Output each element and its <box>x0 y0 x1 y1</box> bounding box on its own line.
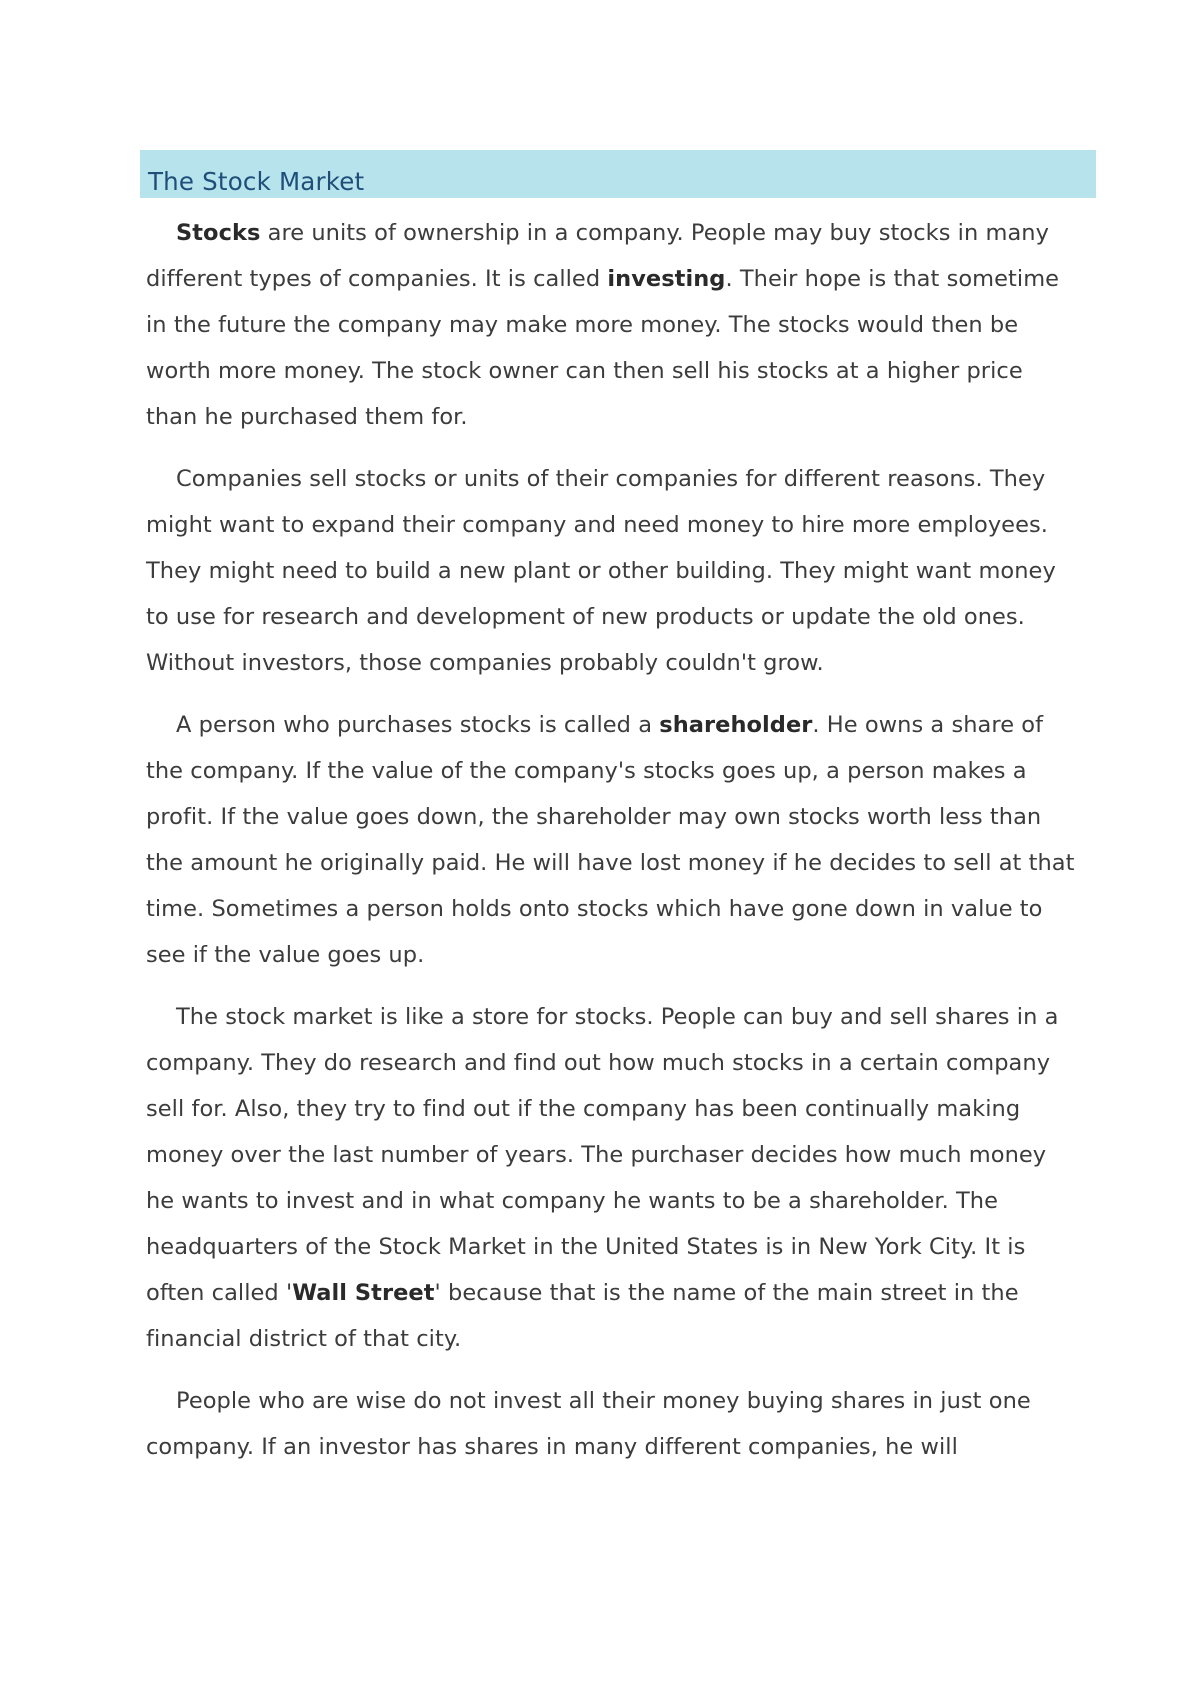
paragraph-3-text-b: . He owns a share of the company. If the value of the company's stocks goes up, a person makes a profit. If the value goes down, the shareholder may own stocks worth less than the amount he originally paid. He will have lost money if he decides to sell at that time. Sometimes a person holds onto stocks which have gone down in value to see if the value goes up. <box>146 712 1075 968</box>
paragraph-5-text: People who are wise do not invest all their money buying shares in just one company. If an investor has shares in many different companies, he will <box>146 1388 1031 1460</box>
paragraph-4-text-b: ' because that is the name of the main street in the financial district of that city. <box>146 1280 1019 1352</box>
paragraph-4 <box>146 994 1076 1362</box>
paragraph-3-text-a: A person who purchases stocks is called a <box>176 712 660 738</box>
paragraph-1-text-b: . Their hope is that sometime in the future the company may make more money. The stocks would then be worth more money. The stock owner can then sell his stocks at a higher price than he purchased them for. <box>146 266 1060 430</box>
paragraph-1-text-a: are units of ownership in a company. People may buy stocks in many different types of companies. It is called <box>146 220 1049 292</box>
paragraph-4-text-a: The stock market is like a store for stocks. People can buy and sell shares in a company. They do research and find out how much stocks in a certain company sell for. Also, they try to find out if the company has been continually making money over the last number of years. The purchaser decides how much money he wants to invest and in what company he wants to be a shareholder. The headquarters of the Stock Market in the United States is in New York City. It is often called ' <box>146 1004 1059 1306</box>
bold-term-shareholder: shareholder <box>659 712 813 738</box>
bold-term-stocks: Stocks <box>176 220 261 246</box>
paragraph-2 <box>146 456 1076 686</box>
document-body <box>146 210 1076 1486</box>
title-bar <box>140 150 1096 198</box>
paragraph-5 <box>146 1378 1076 1470</box>
page-title: The Stock Market <box>148 167 365 196</box>
paragraph-1 <box>146 210 1076 440</box>
paragraph-2-text: Companies sell stocks or units of their companies for different reasons. They might want to expand their company and need money to hire more employees. They might need to build a new plant or other building. They might want money to use for research and development of new products or update the old ones. Without investors, those companies probably couldn't grow. <box>146 466 1056 676</box>
bold-term-wall-street: Wall Street <box>292 1280 435 1306</box>
paragraph-3 <box>146 702 1076 978</box>
bold-term-investing: investing <box>607 266 726 292</box>
